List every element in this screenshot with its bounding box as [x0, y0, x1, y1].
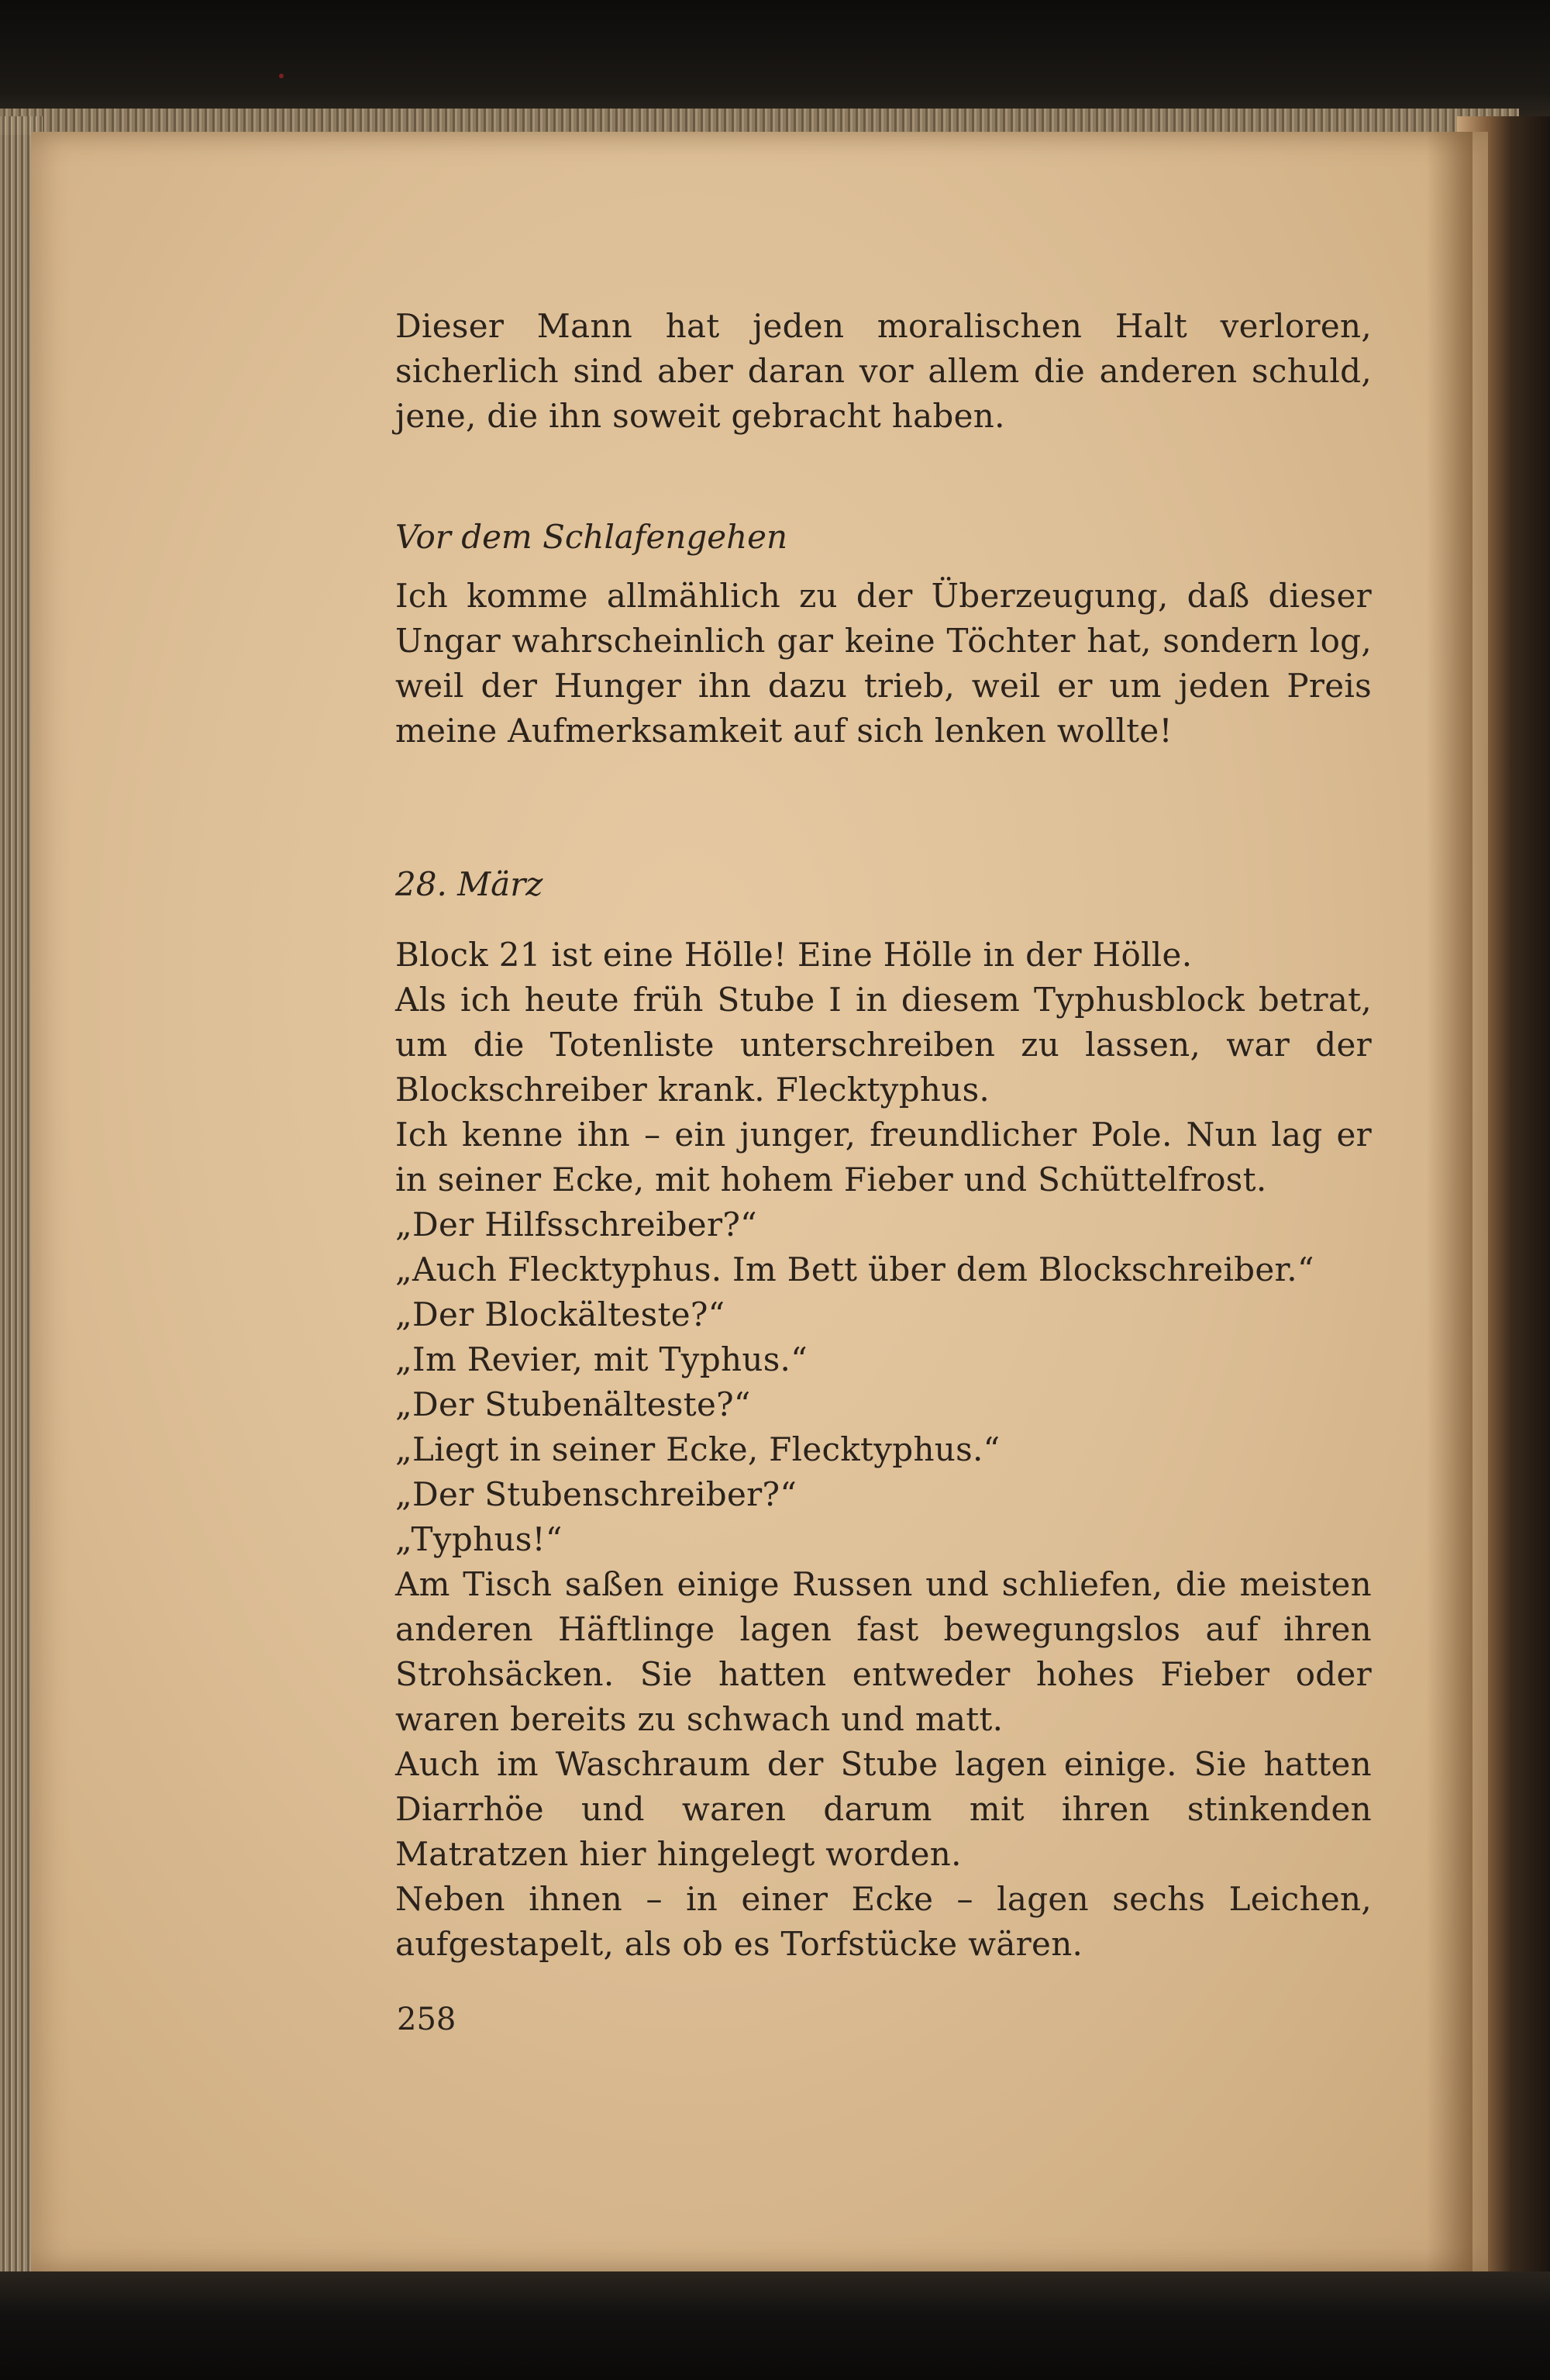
- background-bottom: [0, 2271, 1550, 2380]
- dialogue-line: „Der Stubenälteste?“: [395, 1385, 751, 1423]
- paragraph: Block 21 ist eine Hölle! Eine Hölle in der Hölle.: [395, 936, 1193, 974]
- dialogue-line: „Typhus!“: [395, 1520, 563, 1558]
- paragraph: Dieser Mann hat jeden moralischen Halt verloren, sicherlich sind aber daran vor allem die anderen schuld, jene, die ihn soweit gebracht haben.: [395, 307, 1372, 435]
- dialogue-line: „Liegt in seiner Ecke, Flecktyphus.“: [395, 1430, 1001, 1468]
- section-heading: 28. März: [395, 865, 543, 903]
- dialogue-line: „Der Stubenschreiber?“: [395, 1475, 797, 1513]
- dialogue-line: „Der Blockälteste?“: [395, 1295, 725, 1333]
- background-top: [0, 0, 1550, 116]
- page-gutter-shadow: [1426, 132, 1472, 2271]
- dust-speck: [279, 74, 284, 78]
- dialogue-line: „Auch Flecktyphus. Im Bett über dem Blockschreiber.“: [395, 1250, 1314, 1288]
- dialogue-line: „Der Hilfsschreiber?“: [395, 1206, 757, 1243]
- section-body: [395, 933, 1372, 1967]
- section-heading: Vor dem Schlafengehen: [395, 518, 788, 556]
- intro-paragraph: [395, 304, 1372, 439]
- book-cover-edge-top: [0, 109, 1519, 135]
- paragraph: Ich kenne ihn – ein junger, freundlicher Pole. Nun lag er in seiner Ecke, mit hohem Fieber und Schüttelfrost.: [395, 1116, 1372, 1199]
- section-body: [395, 574, 1372, 754]
- paragraph: Am Tisch saßen einige Russen und schliefen, die meisten anderen Häftlinge lagen fast bewegungslos auf ihren Strohsäcken. Sie hatten entweder hohes Fieber oder waren bereits zu schwach und matt.: [395, 1565, 1372, 1738]
- paragraph: Als ich heute früh Stube I in diesem Typhusblock betrat, um die Totenliste unterschreiben zu lassen, war der Blockschreiber krank. Flecktyphus.: [395, 981, 1372, 1109]
- paragraph: Auch im Waschraum der Stube lagen einige. Sie hatten Diarrhöe und waren darum mit ihren stinkenden Matratzen hier hingelegt worden.: [395, 1745, 1372, 1873]
- dialogue-line: „Im Revier, mit Typhus.“: [395, 1340, 808, 1378]
- paragraph: Ich komme allmählich zu der Überzeugung, daß dieser Ungar wahrscheinlich gar keine Töchter hat, sondern log, weil der Hunger ihn dazu trieb, weil er um jeden Preis meine Aufmerksamkeit auf sich lenken wollte!: [395, 577, 1372, 750]
- page-number: 258: [397, 2002, 456, 2037]
- paragraph: Neben ihnen – in einer Ecke – lagen sechs Leichen, aufgestapelt, als ob es Torfstücke wären.: [395, 1880, 1372, 1963]
